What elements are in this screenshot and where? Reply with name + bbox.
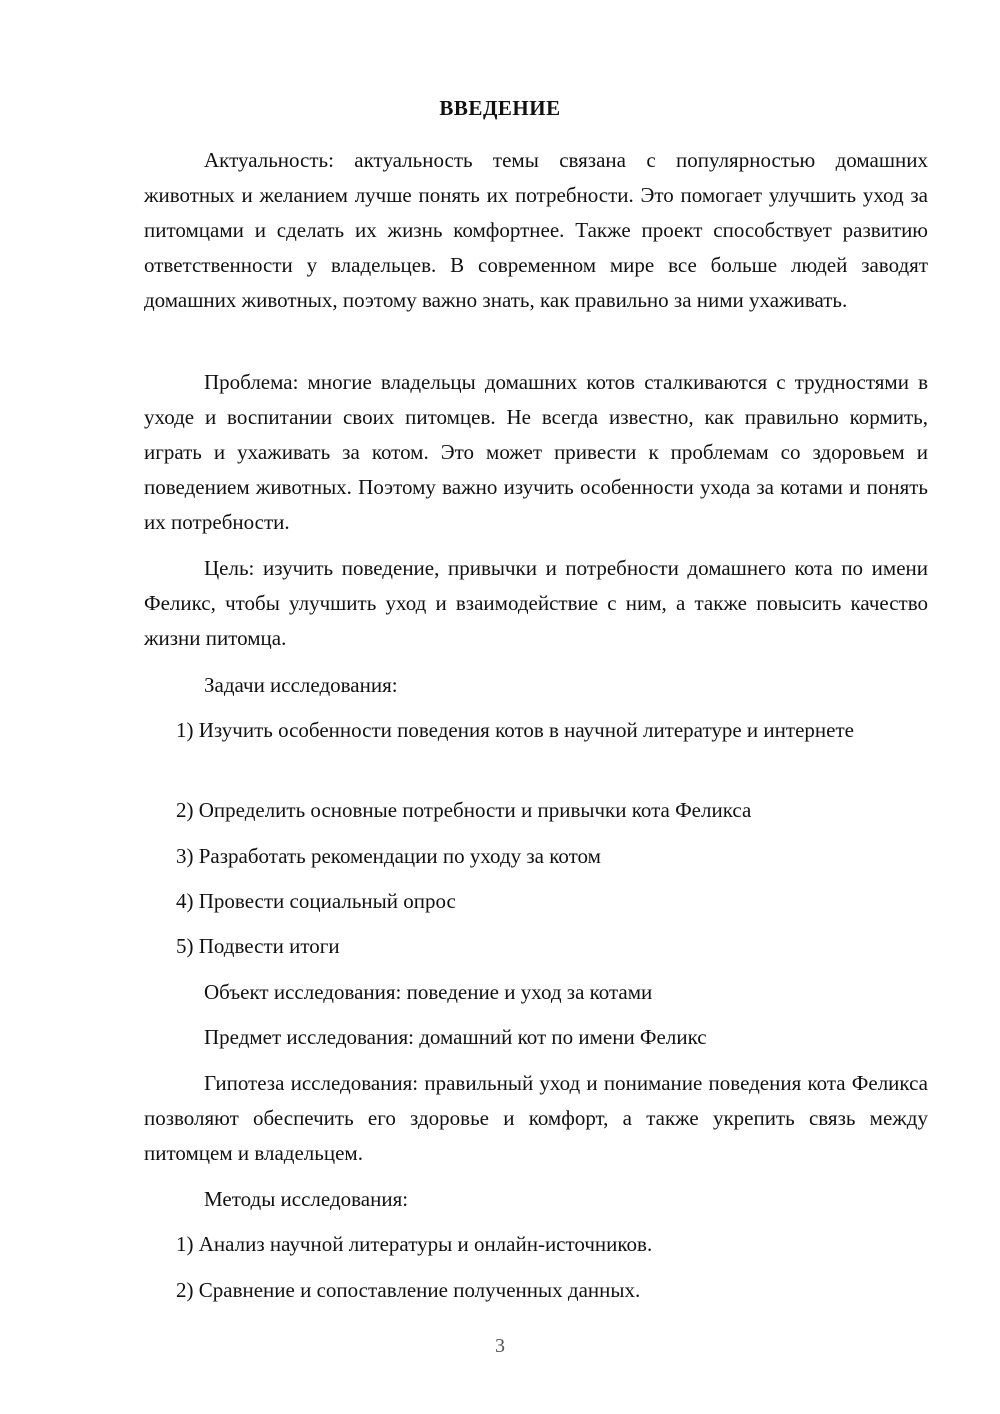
task-item-4: 4) Провести социальный опрос [176, 889, 456, 913]
hypothesis-paragraph: Гипотеза исследования: правильный уход и понимание поведения кота Феликса позволяют обеспечить его здоровье и комфорт, а также укрепить связь между питомцем и владельцем. [144, 1071, 928, 1165]
task-item-3: 3) Разработать рекомендации по уходу за котом [176, 844, 601, 868]
method-item-2: 2) Сравнение и сопоставление полученных данных. [176, 1278, 641, 1302]
goal-paragraph: Цель: изучить поведение, привычки и потребности домашнего кота по имени Феликс, чтобы улучшить уход и взаимодействие с ним, а также повысить качество жизни питомца. [144, 556, 928, 650]
task-item-2: 2) Определить основные потребности и привычки кота Феликса [176, 798, 752, 822]
relevance-paragraph: Актуальность: актуальность темы связана с популярностью домашних животных и желанием лучше понять их потребности. Это помогает улучшить уход за питомцами и сделать их жизнь комфортнее. Также проект способствует развитию ответственности у владельцев. В современном мире все больше людей заводят домашних животных, поэтому важно знать, как правильно за ними ухаживать. [144, 148, 928, 312]
section-title: ВВЕДЕНИЕ [439, 96, 561, 120]
problem-paragraph: Проблема: многие владельцы домашних котов сталкиваются с трудностями в уходе и воспитании своих питомцев. Не всегда известно, как правильно кормить, играть и ухаживать за котом. Это может привести к проблемам со здоровьем и поведением животных. Поэтому важно изучить особенности ухода за котами и понять их потребности. [144, 370, 928, 534]
task-item-1: 1) Изучить особенности поведения котов в научной литературе и интернете [176, 718, 854, 742]
tasks-heading: Задачи исследования: [204, 673, 398, 697]
methods-heading: Методы исследования: [204, 1187, 409, 1211]
page-number: 3 [495, 1335, 505, 1357]
task-item-5: 5) Подвести итоги [176, 934, 340, 958]
subject-paragraph: Предмет исследования: домашний кот по имени Феликс [204, 1025, 707, 1049]
method-item-1: 1) Анализ научной литературы и онлайн-источников. [176, 1232, 653, 1256]
object-paragraph: Объект исследования: поведение и уход за котами [204, 980, 653, 1004]
